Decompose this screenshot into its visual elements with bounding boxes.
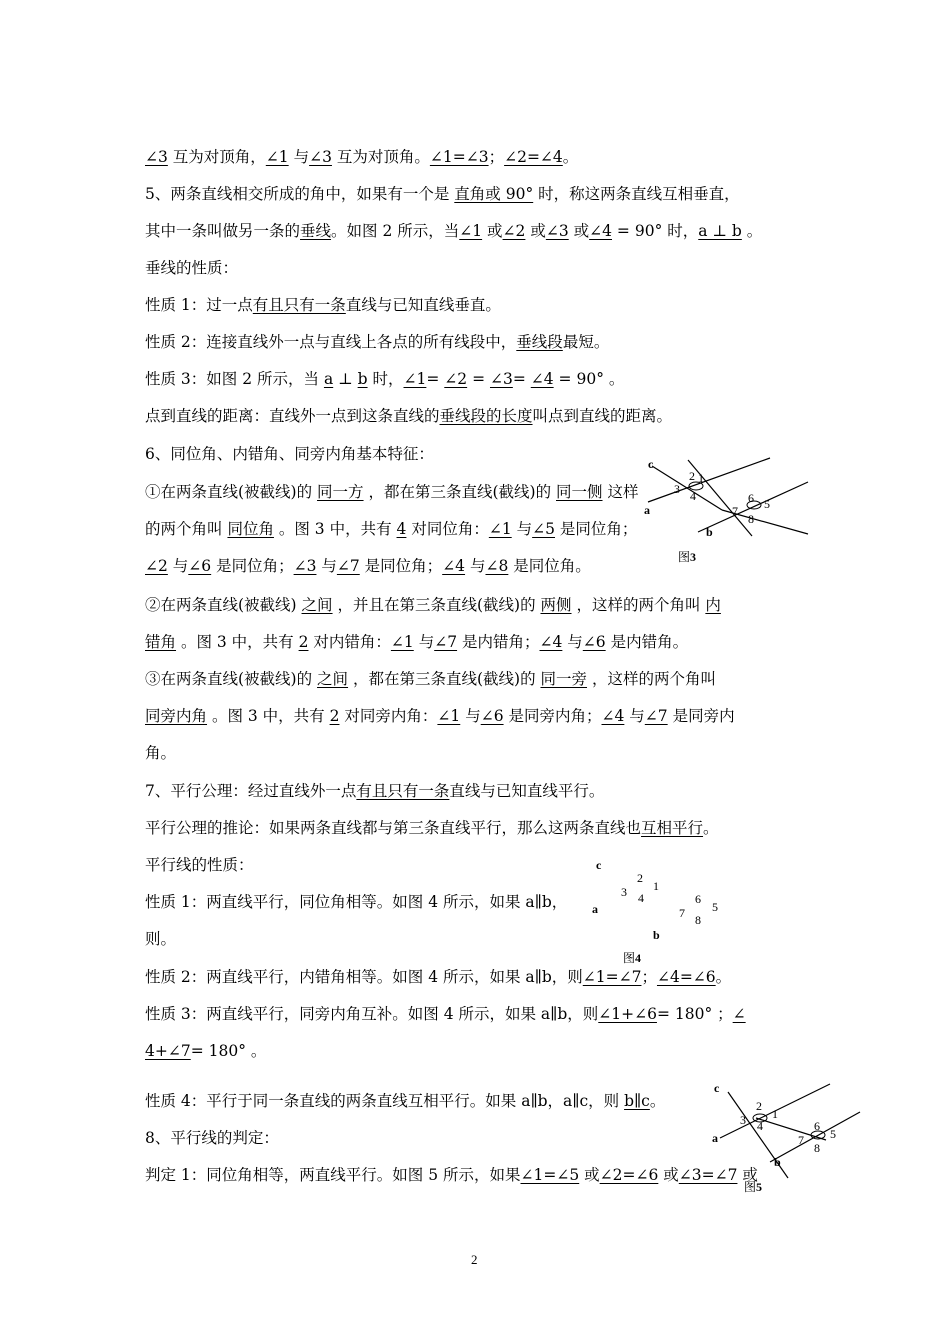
text-segment: 。图 3 中，共有: [273, 520, 397, 538]
text-segment: 对同位角：: [406, 520, 489, 538]
text-segment: 与: [624, 707, 645, 725]
text-line: [145, 891, 567, 913]
underlined-answer: ∠1=∠3: [429, 148, 489, 166]
underlined-answer: ∠1: [390, 633, 414, 651]
text-segment: 性质 2：两直线平行，内错角相等。如图 4 所示，如果 a∥b，则: [145, 968, 583, 986]
fig4-angle-7: 7: [679, 906, 685, 920]
underlined-answer: ∠4: [601, 707, 625, 725]
text-segment: 与: [562, 633, 583, 651]
text-line: [145, 1164, 758, 1186]
underlined-answer: ∠6: [582, 633, 606, 651]
text-segment: 平行线的性质：: [145, 856, 254, 874]
figure-4-caption: 图4: [623, 951, 642, 965]
figure-3-caption: 图3: [678, 550, 697, 564]
text-segment: 。: [562, 148, 579, 166]
fig5-angle-7: 7: [798, 1133, 804, 1147]
fig3-line-b-label: b: [706, 525, 713, 539]
underlined-answer: b∥c: [624, 1092, 650, 1110]
underlined-answer: 同一侧: [556, 483, 603, 501]
text-segment: ，都在第三条直线(截线)的: [363, 483, 556, 501]
text-line: [145, 594, 721, 616]
text-segment: ；: [488, 148, 505, 166]
underlined-answer: ∠2=∠6: [599, 1166, 659, 1184]
text-line: [145, 518, 637, 540]
text-line: [145, 368, 624, 390]
underlined-answer: ∠2: [502, 222, 526, 240]
underlined-answer: ∠3: [489, 370, 513, 388]
text-line: [145, 183, 740, 205]
underlined-answer: 之间: [317, 670, 349, 688]
text-segment: 是同旁内: [667, 707, 735, 725]
text-line: [145, 631, 688, 653]
underlined-answer: ∠3: [293, 557, 317, 575]
underlined-answer: ∠7: [336, 557, 360, 575]
text-segment: 叫点到直线的距离。: [532, 407, 673, 425]
text-segment: 。: [703, 819, 719, 837]
text-segment: 性质 2：连接直线外一点与直线上各点的所有线段中，: [145, 333, 517, 351]
text-segment: 是同位角。: [508, 557, 591, 575]
text-line: [145, 966, 731, 988]
text-line: [145, 742, 176, 764]
text-segment: 对内错角：: [308, 633, 391, 651]
underlined-answer: 互相平行: [641, 819, 704, 837]
underlined-answer: 2: [298, 633, 309, 651]
underlined-answer: 内: [705, 596, 721, 614]
fig4-angle-8: 8: [695, 913, 701, 927]
fig3-angle-7: 7: [732, 504, 738, 518]
text-segment: 与: [460, 707, 481, 725]
text-segment: 性质 1：过一点: [145, 296, 253, 314]
text-segment: = 180° ；: [656, 1005, 733, 1023]
page-number: 2: [471, 1252, 478, 1267]
underlined-answer: 两侧: [540, 596, 572, 614]
underlined-answer: ∠1=∠5: [520, 1166, 580, 1184]
underlined-answer: 垂线: [300, 222, 332, 240]
text-segment: =: [512, 370, 531, 388]
text-segment: 互为对顶角。: [331, 148, 430, 166]
text-segment: 是同旁内角；: [503, 707, 602, 725]
text-segment: 判定 1：同位角相等，两直线平行。如图 5 所示，如果: [145, 1166, 521, 1184]
text-segment: 性质 4：平行于同一条直线的两条直线互相平行。如果 a∥b，a∥c，则: [145, 1092, 625, 1110]
text-line: [145, 780, 604, 802]
underlined-answer: ∠3: [309, 148, 332, 166]
text-line: [145, 220, 762, 242]
text-segment: =: [467, 370, 490, 388]
underlined-answer: ∠4: [530, 370, 554, 388]
text-segment: 与: [413, 633, 435, 651]
text-segment: 是同位角；: [555, 520, 638, 538]
text-line: [145, 257, 238, 279]
text-segment: 性质 3：两直线平行，同旁内角互补。如图 4 所示，如果 a∥b，则: [145, 1005, 599, 1023]
underlined-answer: ∠6: [188, 557, 212, 575]
fig4-angle-5: 5: [712, 900, 718, 914]
figure-4-diagram: [590, 855, 730, 955]
fig5-angle-2: 2: [756, 1099, 762, 1113]
underlined-answer: a: [323, 370, 334, 388]
fig4-line-c-label: c: [596, 858, 602, 872]
text-segment: 与: [288, 148, 310, 166]
figure-3-diagram: [640, 452, 820, 570]
underlined-answer: ∠1: [403, 370, 427, 388]
underlined-answer: ∠2=∠4: [504, 148, 563, 166]
text-segment: 的两个角叫: [145, 520, 228, 538]
text-segment: ③在两条直线(被截线)的: [145, 670, 318, 688]
underlined-answer: 垂线段的长度: [439, 407, 533, 425]
text-segment: 。如图 2 所示，当: [331, 222, 460, 240]
text-line: [145, 1127, 279, 1149]
text-segment: 对同旁内角：: [339, 707, 438, 725]
figure-3: [640, 452, 820, 570]
text-segment: 直线与已知直线平行。: [449, 782, 605, 800]
text-segment: 。: [649, 1092, 666, 1110]
fig5-angle-8: 8: [814, 1141, 820, 1155]
underlined-answer: ∠6: [480, 707, 504, 725]
underlined-answer: 4+∠7: [145, 1042, 191, 1060]
text-segment: 。图 3 中，共有: [207, 707, 330, 725]
text-segment: 性质 3：如图 2 所示，当: [145, 370, 324, 388]
underlined-answer: ∠8: [485, 557, 509, 575]
text-segment: = 180° 。: [190, 1042, 267, 1060]
fig5-line-a-label: a: [712, 1131, 718, 1145]
text-segment: 互为对顶角，: [167, 148, 266, 166]
underlined-answer: 垂线段: [516, 333, 563, 351]
underlined-answer: ∠3: [145, 148, 168, 166]
underlined-answer: 有且只有一条: [252, 296, 346, 314]
fig3-line-a-label: a: [644, 503, 650, 517]
text-segment: 这样: [602, 483, 639, 501]
text-segment: 或: [658, 1166, 679, 1184]
text-line: [145, 294, 501, 316]
text-line: [145, 705, 735, 727]
text-segment: 或: [568, 222, 590, 240]
text-line: [145, 1040, 266, 1062]
text-segment: ；: [641, 968, 657, 986]
text-segment: 是内错角；: [457, 633, 540, 651]
underlined-answer: ∠7: [644, 707, 668, 725]
fig4-line-a-label: a: [592, 902, 598, 916]
underlined-answer: ∠1=∠7: [582, 968, 642, 986]
fig5-angle-5: 5: [830, 1127, 836, 1141]
text-segment: 。: [715, 968, 732, 986]
underlined-answer: ∠1: [437, 707, 461, 725]
text-segment: ，并且在第三条直线(截线)的: [332, 596, 541, 614]
fig5-angle-1: 1: [772, 1107, 778, 1121]
text-segment: 时，: [367, 370, 404, 388]
underlined-answer: 同旁内角: [145, 707, 208, 725]
underlined-answer: ∠5: [532, 520, 555, 538]
fig5-angle-3: 3: [740, 1113, 746, 1127]
fig3-angle-5: 5: [764, 497, 770, 511]
text-segment: 是同位角；: [359, 557, 443, 575]
figure-4: [590, 855, 730, 965]
fig5-line-c-label: c: [714, 1081, 720, 1095]
underlined-answer: b: [357, 370, 368, 388]
text-segment: 或: [579, 1166, 600, 1184]
underlined-answer: ∠7: [434, 633, 458, 651]
text-segment: 直线与已知直线垂直。: [345, 296, 501, 314]
text-segment: 或: [525, 222, 546, 240]
text-line: [145, 928, 176, 950]
text-segment: = 90° 时，: [612, 222, 699, 240]
text-segment: ①在两条直线(被截线)的: [145, 483, 318, 501]
underlined-answer: 同一旁: [540, 670, 588, 688]
text-segment: 。图 3 中，共有: [176, 633, 299, 651]
text-segment: 点到直线的距离：直线外一点到这条直线的: [145, 407, 440, 425]
text-segment: ②在两条直线(被截线): [145, 596, 302, 614]
underlined-answer: ∠3=∠7: [678, 1166, 738, 1184]
text-segment: 垂线的性质：: [145, 259, 239, 277]
text-segment: 与: [511, 520, 533, 538]
text-line: [145, 331, 609, 353]
underlined-answer: ∠2: [145, 557, 168, 575]
figure-5: [708, 1078, 878, 1194]
fig3-line-c-label: c: [648, 457, 654, 471]
text-line: [145, 405, 672, 427]
underlined-answer: 同一方: [317, 483, 364, 501]
text-segment: 5、两条直线相交所成的角中，如果有一个是: [145, 185, 455, 203]
fig4-angle-4: 4: [638, 891, 644, 905]
text-segment: 7、平行公理：经过直线外一点: [145, 782, 357, 800]
fig4-angle-3: 3: [621, 885, 627, 899]
text-segment: 或: [482, 222, 503, 240]
text-segment: ，这样的两个角叫: [587, 670, 716, 688]
text-segment: 6、同位角、内错角、同旁内角基本特征：: [145, 445, 434, 463]
underlined-answer: ∠4: [442, 557, 466, 575]
underlined-answer: ∠1+∠6: [598, 1005, 657, 1023]
underlined-answer: ∠3: [545, 222, 569, 240]
figure-5-caption: 图5: [744, 1180, 763, 1194]
underlined-answer: ∠4=∠6: [656, 968, 716, 986]
text-segment: 8、平行线的判定：: [145, 1129, 279, 1147]
text-segment: ，这样的两个角叫: [571, 596, 706, 614]
underlined-answer: ∠1: [265, 148, 289, 166]
underlined-answer: ∠4: [589, 222, 612, 240]
underlined-answer: ∠1: [459, 222, 483, 240]
underlined-answer: ∠1: [488, 520, 512, 538]
text-segment: 是内错角。: [605, 633, 689, 651]
text-segment: 时，称这两条直线互相垂直，: [533, 185, 740, 203]
text-segment: 与: [167, 557, 189, 575]
text-line: [145, 854, 254, 876]
fig3-angle-6: 6: [748, 491, 754, 505]
underlined-answer: a ⊥ b: [698, 222, 742, 240]
text-segment: 角。: [145, 744, 177, 762]
figure-5-diagram: [708, 1078, 878, 1184]
text-segment: 或: [737, 1166, 758, 1184]
underlined-answer: 错角: [145, 633, 177, 651]
fig5-angle-4: 4: [757, 1119, 763, 1133]
fig4-angle-6: 6: [695, 892, 701, 906]
text-segment: = 90° 。: [553, 370, 625, 388]
text-segment: 是同位角；: [211, 557, 294, 575]
text-line: [145, 817, 719, 839]
fig4-angle-1: 1: [653, 879, 659, 893]
fig4-angle-2: 2: [637, 871, 643, 885]
text-segment: 最短。: [562, 333, 610, 351]
text-segment: ⊥: [333, 370, 358, 388]
underlined-answer: ∠2: [444, 370, 468, 388]
text-segment: 平行公理的推论：如果两条直线都与第三条直线平行，那么这两条直线也: [145, 819, 642, 837]
text-line: [145, 555, 591, 577]
underlined-answer: 直角或 90°: [454, 185, 534, 203]
underlined-answer: 4: [396, 520, 407, 538]
text-segment: 性质 1：两直线平行，同位角相等。如图 4 所示，如果 a∥b，: [145, 893, 568, 911]
fig3-angle-8: 8: [748, 512, 754, 526]
text-segment: 与: [316, 557, 337, 575]
underlined-answer: ∠: [732, 1005, 746, 1023]
text-line: [145, 1090, 665, 1112]
text-segment: 则。: [145, 930, 177, 948]
underlined-answer: 之间: [301, 596, 333, 614]
text-segment: 。: [741, 222, 763, 240]
fig5-angle-6: 6: [814, 1119, 820, 1133]
underlined-answer: 2: [329, 707, 340, 725]
fig4-line-b-label: b: [653, 928, 660, 942]
underlined-answer: 有且只有一条: [356, 782, 450, 800]
text-segment: =: [426, 370, 445, 388]
underlined-answer: 同位角: [227, 520, 274, 538]
text-segment: 其中一条叫做另一条的: [145, 222, 301, 240]
underlined-answer: ∠4: [539, 633, 563, 651]
text-line: [145, 481, 638, 503]
fig3-angle-1: 1: [698, 471, 704, 485]
fig5-line-b-label: b: [774, 1155, 781, 1169]
text-segment: ，都在第三条直线(截线)的: [348, 670, 541, 688]
text-line: [145, 668, 716, 690]
text-line: [145, 443, 434, 465]
text-segment: 与: [465, 557, 486, 575]
text-line: [145, 146, 578, 168]
fig3-angle-2: 2: [689, 469, 695, 483]
fig3-angle-4: 4: [690, 489, 696, 503]
text-line: [145, 1003, 746, 1025]
fig3-angle-3: 3: [674, 482, 680, 496]
